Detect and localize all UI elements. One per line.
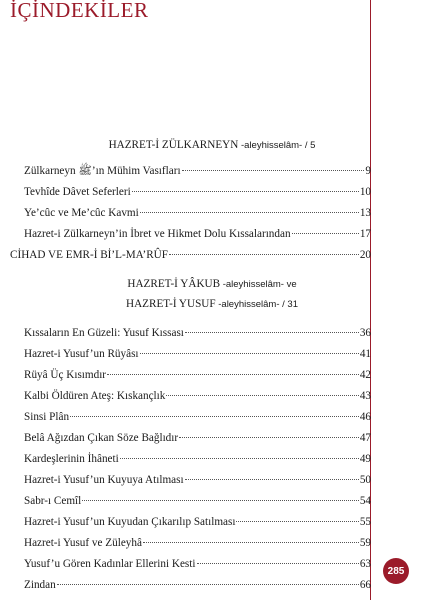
toc-entry-title: Zülkarneyn ﷺ’ın Mühim Vasıfları [24, 165, 181, 177]
toc-entry-page: 17 [359, 228, 371, 240]
toc-entry-title: Hazret-i Yusuf’un Kuyuya Atılması [24, 474, 184, 486]
dot-leader [197, 563, 359, 564]
toc-entry-title: Sinsi Plân [24, 411, 70, 423]
toc-entry-page: 63 [359, 558, 371, 570]
section-heading [0, 297, 424, 312]
dot-leader [57, 584, 359, 585]
section-heading-note: -aleyhisselâm- / 31 [215, 299, 298, 310]
dot-leader [169, 254, 359, 255]
toc-entry[interactable] [24, 515, 371, 529]
section-heading [0, 138, 424, 153]
toc-entry-title: Rüyâ Üç Kısımdır [24, 369, 107, 381]
toc-entry[interactable] [24, 227, 371, 241]
toc-entry-page: 46 [359, 411, 371, 423]
dot-leader [140, 353, 359, 354]
dot-leader [120, 458, 359, 459]
toc-entry[interactable] [24, 389, 371, 403]
toc-entry-page: 36 [359, 327, 371, 339]
toc-entry-page: 41 [359, 348, 371, 360]
dot-leader [166, 395, 358, 396]
dot-leader [236, 521, 358, 522]
toc-entry[interactable] [24, 206, 371, 220]
section-heading-name: HAZRET-İ ZÜLKARNEYN [108, 139, 239, 151]
section-heading [0, 277, 424, 292]
section-heading-note: -aleyhisselâm- ve [220, 279, 297, 290]
toc-entry[interactable] [24, 410, 371, 424]
toc-entry-title: Hazret-i Yusuf’un Kuyudan Çıkarılıp Satılması [24, 516, 236, 528]
toc-entry[interactable] [24, 452, 371, 466]
dot-leader [292, 233, 359, 234]
toc-entry[interactable] [24, 578, 371, 592]
toc-entry-page: 43 [359, 390, 371, 402]
toc-entry-title: Hazret-i Zülkarneyn’in İbret ve Hikmet Dolu Kıssalarından [24, 228, 291, 240]
dot-leader [185, 332, 359, 333]
toc-entry-page: 55 [359, 516, 371, 528]
toc-entry-page: 59 [359, 537, 371, 549]
toc-entry-title: Belâ Ağızdan Çıkan Söze Bağlıdır [24, 432, 179, 444]
toc-entry-page: 49 [359, 453, 371, 465]
toc-entry-page: 66 [359, 579, 371, 591]
toc-entry-page: 42 [359, 369, 371, 381]
toc-entry[interactable] [24, 347, 371, 361]
toc-entry[interactable] [24, 431, 371, 445]
toc-entry-title: Tevhîde Dâvet Seferleri [24, 186, 131, 198]
toc-entry-title: Kıssaların En Güzeli: Yusuf Kıssası [24, 327, 184, 339]
toc-entry[interactable] [24, 368, 371, 382]
toc-entry-page: 54 [359, 495, 371, 507]
dot-leader [182, 170, 365, 171]
dot-leader [185, 479, 359, 480]
toc-entry[interactable] [24, 473, 371, 487]
toc-entry-page: 47 [359, 432, 371, 444]
toc-entry-title: Yusuf’u Gören Kadınlar Ellerini Kesti [24, 558, 196, 570]
toc-entry-title: Hazret-i Yusuf ve Züleyhâ [24, 537, 142, 549]
dot-leader [179, 437, 359, 438]
toc-entry[interactable] [24, 557, 371, 571]
dot-leader [82, 500, 359, 501]
dot-leader [140, 212, 359, 213]
dot-leader [70, 416, 359, 417]
toc-entry-title: Zindan [24, 579, 56, 591]
toc-entry[interactable] [24, 185, 371, 199]
dot-leader [107, 374, 359, 375]
dot-leader [132, 191, 359, 192]
section-heading-note: -aleyhisselâm- / 5 [238, 140, 316, 151]
page-number-badge: 285 [383, 558, 409, 584]
toc-entry[interactable] [24, 326, 371, 340]
toc-entry-title: Kardeşlerinin İhâneti [24, 453, 119, 465]
section-heading-name: HAZRET-İ YÂKUB [127, 278, 221, 290]
toc-entry-title: Kalbi Öldüren Ateş: Kıskançlık [24, 390, 166, 402]
toc-entry-page: 13 [359, 207, 371, 219]
toc-entry-page: 20 [359, 249, 371, 261]
dot-leader [143, 542, 359, 543]
toc-entry-page: 10 [359, 186, 371, 198]
section-heading-name: HAZRET-İ YUSUF [126, 298, 216, 310]
toc-entry[interactable] [24, 164, 371, 178]
toc-entry[interactable] [24, 536, 371, 550]
toc-entry-page: 50 [359, 474, 371, 486]
toc-entry-page: 9 [365, 165, 371, 177]
toc-entry-title: Ye’cûc ve Me’cûc Kavmi [24, 207, 139, 219]
toc-entry-title: Hazret-i Yusuf’un Rüyâsı [24, 348, 139, 360]
page-title: İÇİNDEKİLER [10, 0, 149, 22]
toc-entry[interactable] [10, 248, 371, 262]
toc-entry-title: CİHAD VE EMR-İ Bİ’L-MA’RÛF [10, 249, 168, 261]
toc-entry-title: Sabr-ı Cemîl [24, 495, 82, 507]
toc-entry[interactable] [24, 494, 371, 508]
